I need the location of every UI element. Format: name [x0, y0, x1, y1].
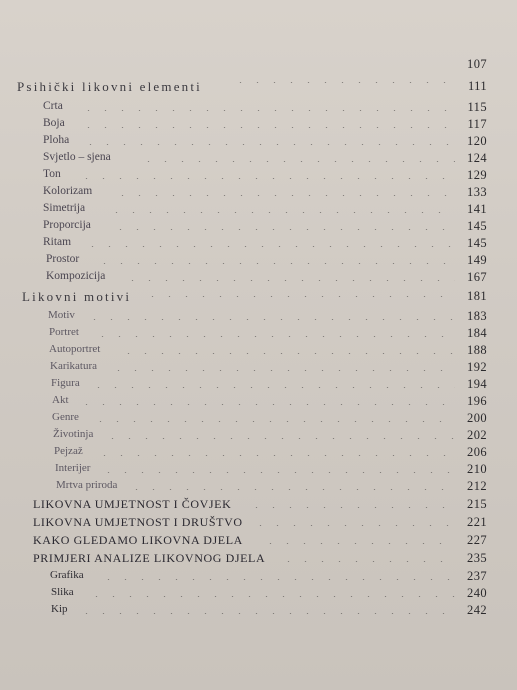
dot-leader [104, 438, 455, 439]
toc-entry [0, 515, 517, 533]
toc-entry [0, 377, 517, 395]
entry-label: Autoportret [49, 343, 101, 355]
page-number: 212 [467, 479, 487, 493]
dot-leader [144, 296, 455, 297]
page-number: 145 [467, 236, 487, 250]
page-number: 235 [467, 551, 487, 565]
dot-leader [108, 212, 455, 213]
page-number: 188 [467, 343, 487, 357]
page-number: 167 [467, 270, 487, 284]
dot-leader [78, 613, 455, 614]
page-number: 240 [467, 586, 487, 600]
page-number: 181 [467, 289, 487, 303]
dot-leader [252, 525, 455, 526]
page-number: 133 [467, 185, 487, 199]
page-number: 206 [467, 445, 487, 459]
page-number: 237 [467, 569, 487, 583]
entry-label: LIKOVNA UMJETNOST I ČOVJEK [33, 497, 232, 511]
dot-leader [82, 144, 455, 145]
toc-entry [0, 100, 517, 118]
page-number: 120 [467, 134, 487, 148]
toc-entry [0, 236, 517, 254]
page-number: 117 [467, 117, 487, 131]
dot-leader [92, 421, 455, 422]
toc-entry [0, 360, 517, 378]
dot-leader [80, 127, 455, 128]
dot-leader [80, 110, 455, 111]
toc-entry [0, 270, 517, 288]
entry-label: Akt [52, 394, 69, 406]
toc-entry [0, 309, 517, 327]
dot-leader [140, 161, 455, 162]
page-number: 194 [467, 377, 487, 391]
page-number: 129 [467, 168, 487, 182]
entry-label: Ritam [43, 236, 72, 248]
section-title: Likovni motivi [22, 289, 132, 304]
page-number: 145 [467, 219, 487, 233]
entry-label: Crta [43, 100, 63, 112]
entry-label: Prostor [46, 253, 80, 265]
dot-leader [112, 229, 455, 230]
dot-leader [78, 404, 455, 405]
entry-label: Pejzaž [54, 445, 83, 457]
toc-entry [0, 151, 517, 169]
dot-leader [100, 472, 455, 473]
dot-leader [84, 246, 455, 247]
entry-label: Grafika [50, 569, 84, 581]
entry-label: Karikatura [50, 360, 98, 372]
toc-entry [0, 185, 517, 203]
toc-entry [0, 445, 517, 463]
entry-label: Svjetlo – sjena [43, 151, 111, 163]
dot-leader [100, 579, 455, 580]
page-number: 221 [467, 515, 487, 529]
toc-entry [0, 253, 517, 271]
toc-entry [0, 219, 517, 237]
entry-label: KAKO GLEDAMO LIKOVNA DJELA [33, 533, 243, 547]
toc-entry [0, 428, 517, 446]
entry-label: Figura [51, 377, 80, 389]
entry-label: Životinja [53, 428, 94, 440]
page-number: 202 [467, 428, 487, 442]
dot-leader [232, 82, 455, 83]
dot-leader [110, 370, 455, 371]
dot-leader [114, 195, 455, 196]
entry-label: Kolorizam [43, 185, 93, 197]
entry-label: Kompozicija [46, 270, 106, 282]
page-number: 183 [467, 309, 487, 323]
toc-entry [0, 603, 517, 621]
entry-label: Ploha [43, 134, 70, 146]
page-number: 210 [467, 462, 487, 476]
dot-leader [248, 507, 455, 508]
toc-entry [0, 326, 517, 344]
dot-leader [90, 387, 455, 388]
toc-entry [0, 462, 517, 480]
toc-entry [0, 411, 517, 429]
toc-entry [0, 394, 517, 412]
toc-entry [0, 497, 517, 515]
toc-entry [0, 586, 517, 604]
entry-label: Kip [51, 603, 68, 615]
toc-entry [0, 533, 517, 551]
page-number: 141 [467, 202, 487, 216]
toc-entry [0, 343, 517, 361]
toc-entry [0, 551, 517, 569]
dot-leader [78, 178, 455, 179]
section-title: Psihički likovni elementi [17, 79, 202, 94]
entry-label: Boja [43, 117, 65, 129]
page-number: 149 [467, 253, 487, 267]
dot-leader [120, 353, 455, 354]
page-number: 184 [467, 326, 487, 340]
toc-entry [0, 569, 517, 587]
page-number: 215 [467, 497, 487, 511]
entry-label: Slika [51, 586, 74, 598]
dot-leader [94, 336, 455, 337]
dot-leader [128, 489, 455, 490]
toc-entry [0, 202, 517, 220]
page-number: 115 [467, 100, 487, 114]
entry-label: PRIMJERI ANALIZE LIKOVNOG DJELA [33, 551, 266, 565]
toc-entry [0, 479, 517, 497]
entry-label: Mrtva priroda [56, 479, 118, 491]
dot-leader [88, 596, 455, 597]
page-number: 227 [467, 533, 487, 547]
toc-entry [0, 168, 517, 186]
entry-label: Genre [52, 411, 79, 423]
entry-label: Portret [49, 326, 79, 338]
section-heading-row [0, 79, 517, 97]
toc-row-top [0, 57, 517, 75]
dot-leader [96, 455, 455, 456]
entry-label: LIKOVNA UMJETNOST I DRUŠTVO [33, 515, 243, 529]
entry-label: Proporcija [43, 219, 91, 231]
entry-label: Simetrija [43, 202, 86, 214]
dot-leader [96, 263, 455, 264]
toc-entry [0, 117, 517, 135]
page-number: 107 [467, 57, 487, 71]
dot-leader [280, 561, 455, 562]
page-number: 196 [467, 394, 487, 408]
page-number: 192 [467, 360, 487, 374]
page-number: 124 [467, 151, 487, 165]
page-number: 242 [467, 603, 487, 617]
dot-leader [262, 543, 455, 544]
dot-leader [124, 280, 455, 281]
dot-leader [86, 319, 455, 320]
entry-label: Motiv [48, 309, 75, 321]
page-number: 111 [467, 79, 487, 93]
page-number: 200 [467, 411, 487, 425]
toc-entry [0, 134, 517, 152]
entry-label: Interijer [55, 462, 91, 474]
entry-label: Ton [43, 168, 61, 180]
section-heading-row [0, 289, 517, 307]
